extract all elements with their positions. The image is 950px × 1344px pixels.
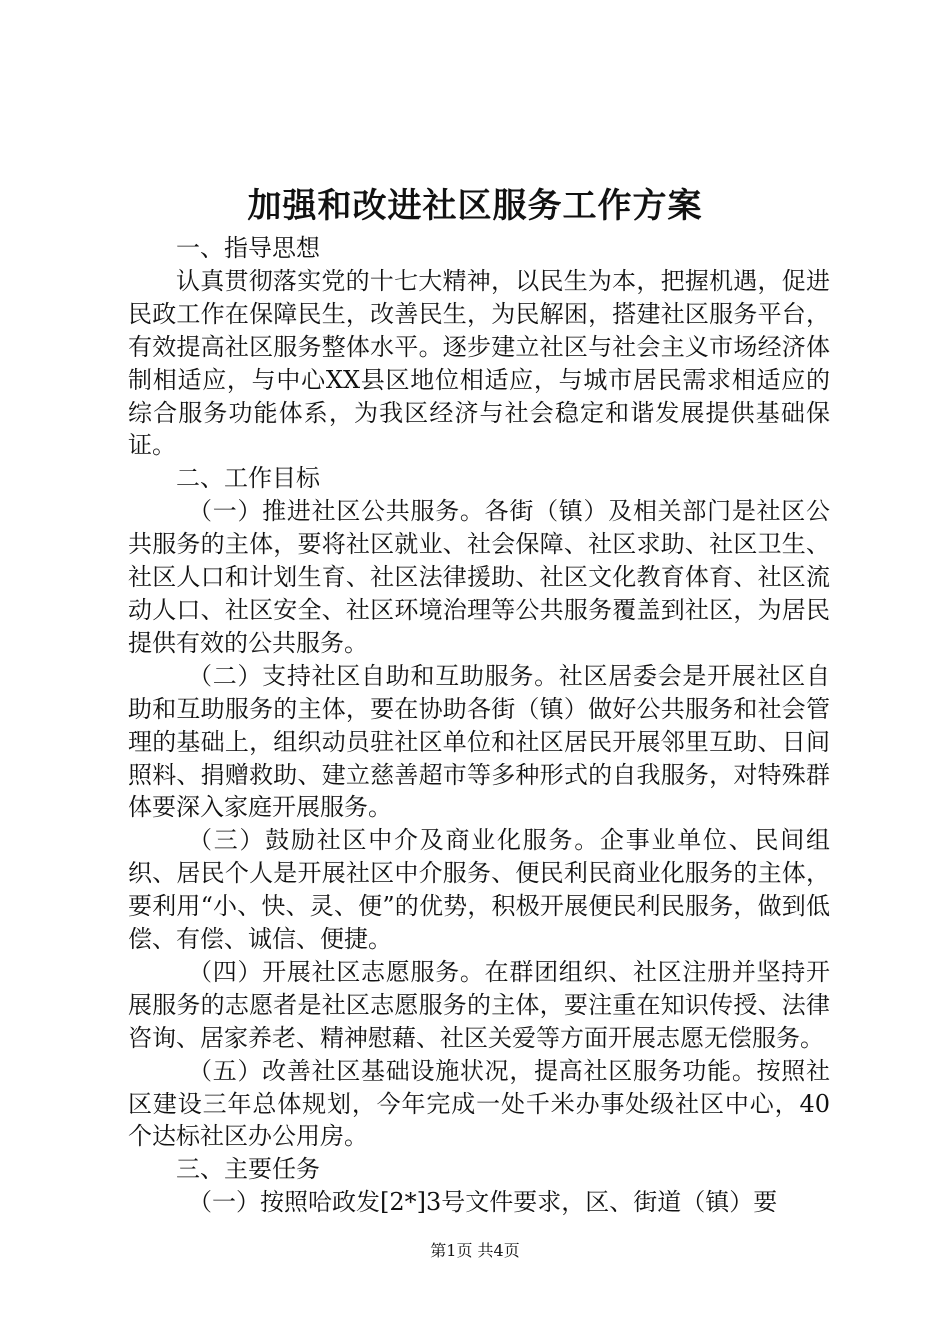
section-heading: 二、工作目标 [176, 464, 320, 493]
document-title: 加强和改进社区服务工作方案 [247, 186, 703, 226]
sub-item-paragraph: （一）推进社区公共服务。各街（镇）及相关部门是社区公共服务的主体，要将社区就业、社会保障、社区求助、社区卫生、社区人口和计划生育、社区法律援助、社区文化教育体育、社区流动人口、社区安全、社区环境治理等公共服务覆盖到社区，为居民提供有效的公共服务。 [128, 497, 830, 657]
document-body [128, 232, 830, 1219]
sub-item-paragraph: （三）鼓励社区中介及商业化服务。企事业单位、民间组织、居民个人是开展社区中介服务、便民利民商业化服务的主体，要利用“小、快、灵、便”的优势，积极开展便民利民服务，做到低偿、有偿、诚信、便捷。 [128, 826, 830, 954]
body-paragraph: 认真贯彻落实党的十七大精神，以民生为本，把握机遇，促进民政工作在保障民生，改善民生，为民解困，搭建社区服务平台，有效提高社区服务整体水平。逐步建立社区与社会主义市场经济体制相适应，与中心XX县区地位相适应，与城市居民需求相适应的综合服务功能体系，为我区经济与社会稳定和谐发展提供基础保证。 [128, 266, 830, 460]
page-footer: 第1页 共4页 [430, 1241, 520, 1260]
sub-item-paragraph: （二）支持社区自助和互助服务。社区居委会是开展社区自助和互助服务的主体，要在协助各街（镇）做好公共服务和社会管理的基础上，组织动员驻社区单位和社区居民开展邻里互助、日间照料、捐赠救助、建立慈善超市等多种形式的自我服务，对特殊群体要深入家庭开展服务。 [128, 661, 830, 822]
sub-item-paragraph: （一）按照哈政发[2*]3号文件要求，区、街道（镇）要 [188, 1188, 778, 1217]
section-heading: 一、指导思想 [176, 234, 320, 262]
sub-item-paragraph: （五）改善社区基础设施状况，提高社区服务功能。按照社区建设三年总体规划，今年完成一处千米办事处级社区中心，40个达标社区办公用房。 [128, 1056, 830, 1151]
sub-item-paragraph: （四）开展社区志愿服务。在群团组织、社区注册并坚持开展服务的志愿者是社区志愿服务的主体，要注重在知识传授、法律咨询、居家养老、精神慰藉、社区关爱等方面开展志愿无偿服务。 [128, 957, 830, 1052]
section-heading: 三、主要任务 [176, 1155, 320, 1184]
